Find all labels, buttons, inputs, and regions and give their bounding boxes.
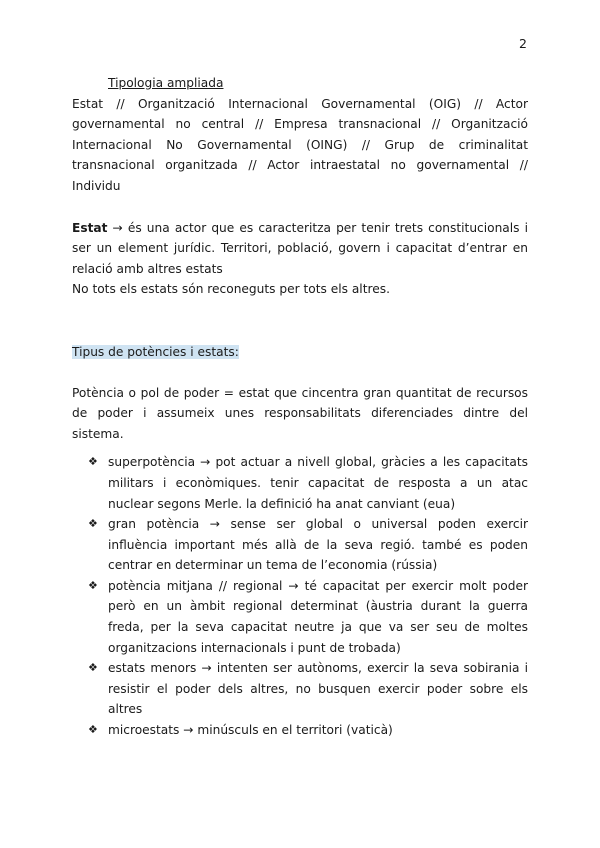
diamond-bullet-icon: ❖	[88, 578, 98, 592]
potencia-intro-paragraph: Potència o pol de poder = estat que cincentra gran quantitat de recursos de poder i assumeix unes responsabilitats diferenciades dintre del sistema.	[72, 385, 528, 441]
list-item: ❖ superpotència → pot actuar a nivell global, gràcies a les capacitats militars i econòmiques. tenir capacitat de resposta a un atac nuclear segons Merle. la definició ha anat canviant (eua)	[72, 452, 528, 514]
list-item: ❖ gran potència → sense ser global o universal poden exercir influència important més allà de la seva regió. també es poden centrar en determinar un tema de l’economia (rússia)	[72, 514, 528, 576]
diamond-bullet-icon: ❖	[88, 517, 98, 531]
estat-definition: → és una actor que es caracteritza per tenir trets constitucionals i ser un element jurídic. Territori, població, govern i capacitat d’entrar en relació amb altres estats	[72, 220, 528, 276]
diamond-bullet-icon: ❖	[88, 455, 98, 469]
page-number: 2	[519, 36, 527, 51]
tipologia-paragraph: Estat // Organització Internacional Governamental (OIG) // Actor governamental no central // Empresa transnacional // Organització Internacional No Governamental (OING) // Grup de criminalitat transnacional organitzada // Actor intraestatal no governamental // Individu	[72, 96, 528, 193]
list-item: ❖ microestats → minúsculs en el territori (vaticà)	[72, 720, 528, 741]
potencies-list	[72, 452, 528, 740]
diamond-bullet-icon: ❖	[88, 723, 98, 737]
list-item: ❖ potència mitjana // regional → té capacitat per exercir molt poder però en un àmbit regional determinat (àustria durant la guerra freda, per la seva capacitat neutre ja que va ser seu de moltes organitzacions internacionals i punt de trobada)	[72, 576, 528, 658]
section-title-tipologia: Tipologia ampliada	[108, 76, 224, 90]
estat-note: No tots els estats són reconeguts per tots els altres.	[72, 282, 390, 297]
section-title-potencies: Tipus de potències i estats:	[72, 344, 239, 359]
diamond-bullet-icon: ❖	[88, 661, 98, 675]
estat-term: Estat	[72, 220, 108, 235]
document-body	[72, 73, 528, 741]
list-item: ❖ estats menors → intenten ser autònoms, exercir la seva sobirania i resistir el poder dels altres, no busquen exercir poder sobre els altres	[72, 658, 528, 720]
estat-paragraph	[72, 218, 528, 280]
